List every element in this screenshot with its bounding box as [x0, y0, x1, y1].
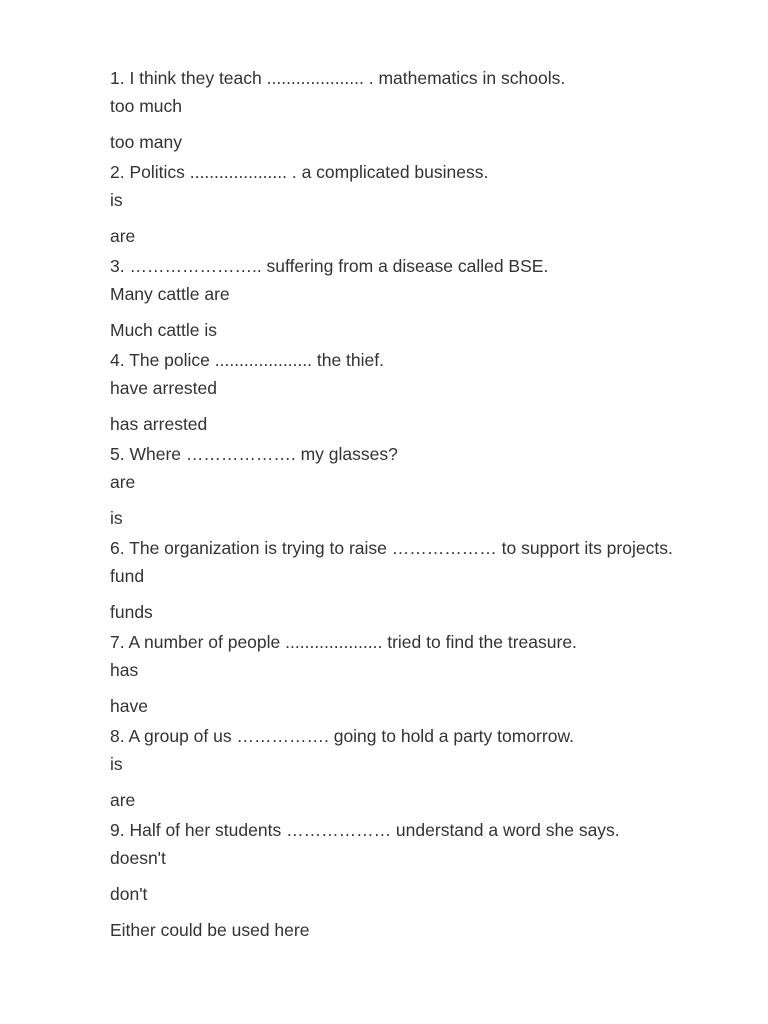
question-text: 2. Politics .................... . a complicated business.	[110, 162, 489, 182]
answer-option[interactable]: is	[110, 754, 123, 774]
answer-option[interactable]: is	[110, 190, 123, 210]
question-3	[110, 254, 750, 342]
answer-option[interactable]: are	[110, 226, 136, 246]
answer-option[interactable]: Many cattle are	[110, 284, 230, 304]
answer-option[interactable]: Either could be used here	[110, 920, 310, 940]
question-text: 5. Where ………………. my glasses?	[110, 444, 398, 464]
answer-option[interactable]: has arrested	[110, 414, 208, 434]
question-text: 7. A number of people .................... tried to find the treasure.	[110, 632, 577, 652]
question-9	[110, 818, 750, 942]
question-list	[110, 66, 750, 942]
question-4	[110, 348, 750, 436]
question-2	[110, 160, 750, 248]
question-text: 9. Half of her students ……………… understand a word she says.	[110, 820, 620, 840]
answer-option[interactable]: too much	[110, 96, 182, 116]
answer-option[interactable]: is	[110, 508, 123, 528]
answer-option[interactable]: doesn't	[110, 848, 166, 868]
answer-option[interactable]: are	[110, 790, 136, 810]
answer-option[interactable]: have arrested	[110, 378, 218, 398]
answer-option[interactable]: don't	[110, 884, 148, 904]
answer-option[interactable]: has	[110, 660, 139, 680]
question-1	[110, 66, 750, 154]
question-7	[110, 630, 750, 718]
question-text: 8. A group of us ……………. going to hold a party tomorrow.	[110, 726, 574, 746]
question-6	[110, 536, 750, 624]
question-text: 4. The police .................... the thief.	[110, 350, 384, 370]
question-5	[110, 442, 750, 530]
answer-option[interactable]: funds	[110, 602, 153, 622]
answer-option[interactable]: fund	[110, 566, 145, 586]
question-text: 1. I think they teach .................... . mathematics in schools.	[110, 68, 566, 88]
answer-option[interactable]: Much cattle is	[110, 320, 217, 340]
question-text: 6. The organization is trying to raise ……………… to support its projects.	[110, 538, 673, 558]
question-text: 3. ………………….. suffering from a disease called BSE.	[110, 256, 549, 276]
question-8	[110, 724, 750, 812]
answer-option[interactable]: too many	[110, 132, 182, 152]
answer-option[interactable]: are	[110, 472, 136, 492]
answer-option[interactable]: have	[110, 696, 148, 716]
